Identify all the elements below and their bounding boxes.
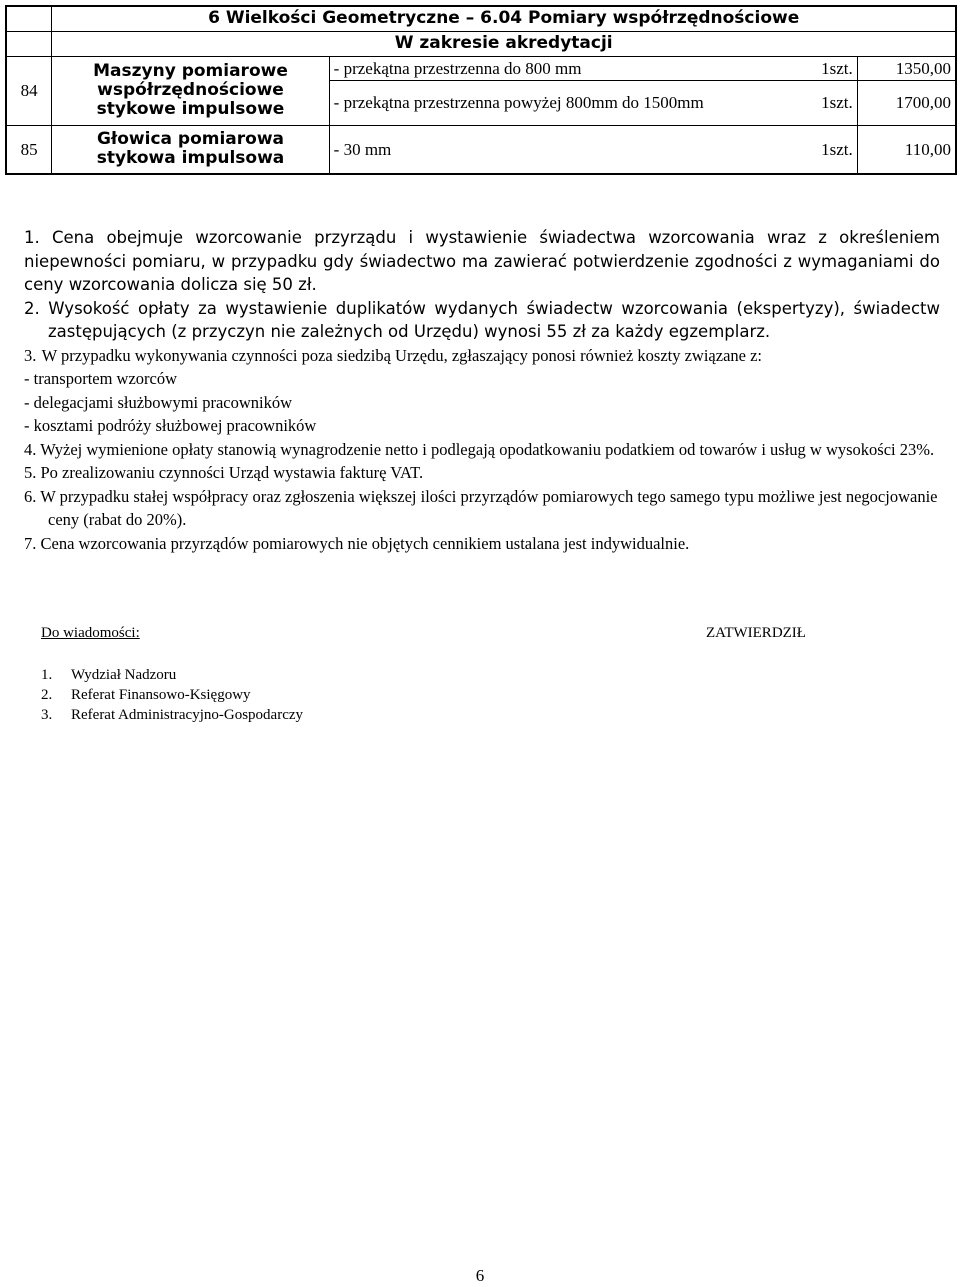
recipient-label: Referat Administracyjno-Gospodarczy bbox=[71, 707, 304, 723]
note-number: 6. bbox=[24, 486, 37, 506]
table-subtitle: W zakresie akredytacji bbox=[52, 31, 956, 56]
item-price: 1350,00 bbox=[857, 56, 956, 80]
note-item bbox=[24, 438, 940, 462]
page-number: 6 bbox=[475, 1266, 485, 1285]
note-number: 3. bbox=[24, 345, 37, 365]
list-item bbox=[41, 665, 303, 685]
note-item bbox=[24, 344, 940, 438]
note-subitem: - kosztami podróży służbowej pracowników bbox=[24, 416, 317, 435]
note-subitem: - transportem wzorców bbox=[24, 369, 178, 388]
recipient-label: Wydział Nadzoru bbox=[71, 667, 177, 683]
note-text: Wyżej wymienione opłaty stanowią wynagrodzenie netto i podlegają opodatkowaniu podatkiem od towarów i usług w wysokości 23%. bbox=[40, 439, 935, 459]
row-number: 84 bbox=[6, 56, 52, 125]
note-item bbox=[24, 485, 940, 532]
list-item bbox=[41, 705, 303, 725]
item-quantity: 1szt. bbox=[803, 80, 857, 125]
note-number: 7. bbox=[24, 533, 37, 553]
table-title: 6 Wielkości Geometryczne – 6.04 Pomiary współrzędnościowe bbox=[52, 6, 956, 31]
note-number: 1. bbox=[24, 228, 40, 247]
note-number: 5. bbox=[24, 463, 37, 482]
price-table bbox=[5, 5, 957, 175]
note-text: Cena wzorcowania przyrządów pomiarowych nie objętych cennikiem ustalana jest indywidualnie. bbox=[40, 533, 690, 553]
item-description: - przekątna przestrzenna do 800 mm bbox=[329, 56, 803, 80]
recipient-label: Referat Finansowo-Księgowy bbox=[71, 687, 251, 703]
item-price: 1700,00 bbox=[857, 80, 956, 125]
row-number: 85 bbox=[6, 125, 52, 174]
recipients-list bbox=[41, 665, 303, 725]
item-name: Maszyny pomiarowe współrzędnościowe stykowe impulsowe bbox=[52, 56, 329, 125]
recipient-number: 3. bbox=[41, 707, 53, 723]
item-price: 110,00 bbox=[857, 125, 956, 174]
distribution-heading: Do wiadomości: bbox=[41, 625, 140, 641]
item-quantity: 1szt. bbox=[803, 125, 857, 174]
note-subitem: - delegacjami służbowymi pracowników bbox=[24, 392, 293, 412]
note-item bbox=[24, 532, 940, 556]
approval-label: ZATWIERDZIŁ bbox=[706, 625, 806, 641]
note-text: W przypadku stałej współpracy oraz zgłoszenia większej ilości przyrządów pomiarowych tego samego typu możliwe jest negocjowanie ceny (rabat do 20%). bbox=[40, 486, 938, 529]
note-text: W przypadku wykonywania czynności poza siedzibą Urzędu, zgłaszający ponosi również koszty związane z: bbox=[41, 345, 763, 365]
recipient-number: 2. bbox=[41, 687, 53, 703]
item-quantity: 1szt. bbox=[803, 56, 857, 80]
note-item bbox=[24, 226, 940, 297]
note-text: Po zrealizowaniu czynności Urząd wystawia fakturę VAT. bbox=[40, 463, 424, 482]
note-number: 4. bbox=[24, 439, 37, 459]
table-row bbox=[6, 56, 956, 80]
note-item bbox=[24, 297, 940, 344]
note-text: Wysokość opłaty za wystawienie duplikatów wydanych świadectw wzorcowania (ekspertyzy), świadectw zastępujących (z przyczyn nie zależnych od Urzędu) wynosi 55 zł za każdy egzemplarz. bbox=[48, 298, 940, 341]
note-text: Cena obejmuje wzorcowanie przyrządu i wystawienie świadectwa wzorcowania wraz z określeniem niepewności pomiaru, w przypadku gdy świadectwo ma zawierać potwierdzenie zgodności z wymaganiami do ceny wzorcowania dolicza się 50 zł. bbox=[24, 228, 940, 294]
notes-list bbox=[24, 226, 940, 555]
recipient-number: 1. bbox=[41, 667, 53, 683]
list-item bbox=[41, 685, 303, 705]
item-name: Głowica pomiarowa stykowa impulsowa bbox=[52, 125, 329, 174]
item-description: - przekątna przestrzenna powyżej 800mm do 1500mm bbox=[329, 80, 803, 125]
table-row bbox=[6, 125, 956, 174]
note-number: 2. bbox=[24, 298, 40, 318]
item-description: - 30 mm bbox=[329, 125, 803, 174]
note-item bbox=[24, 461, 940, 485]
